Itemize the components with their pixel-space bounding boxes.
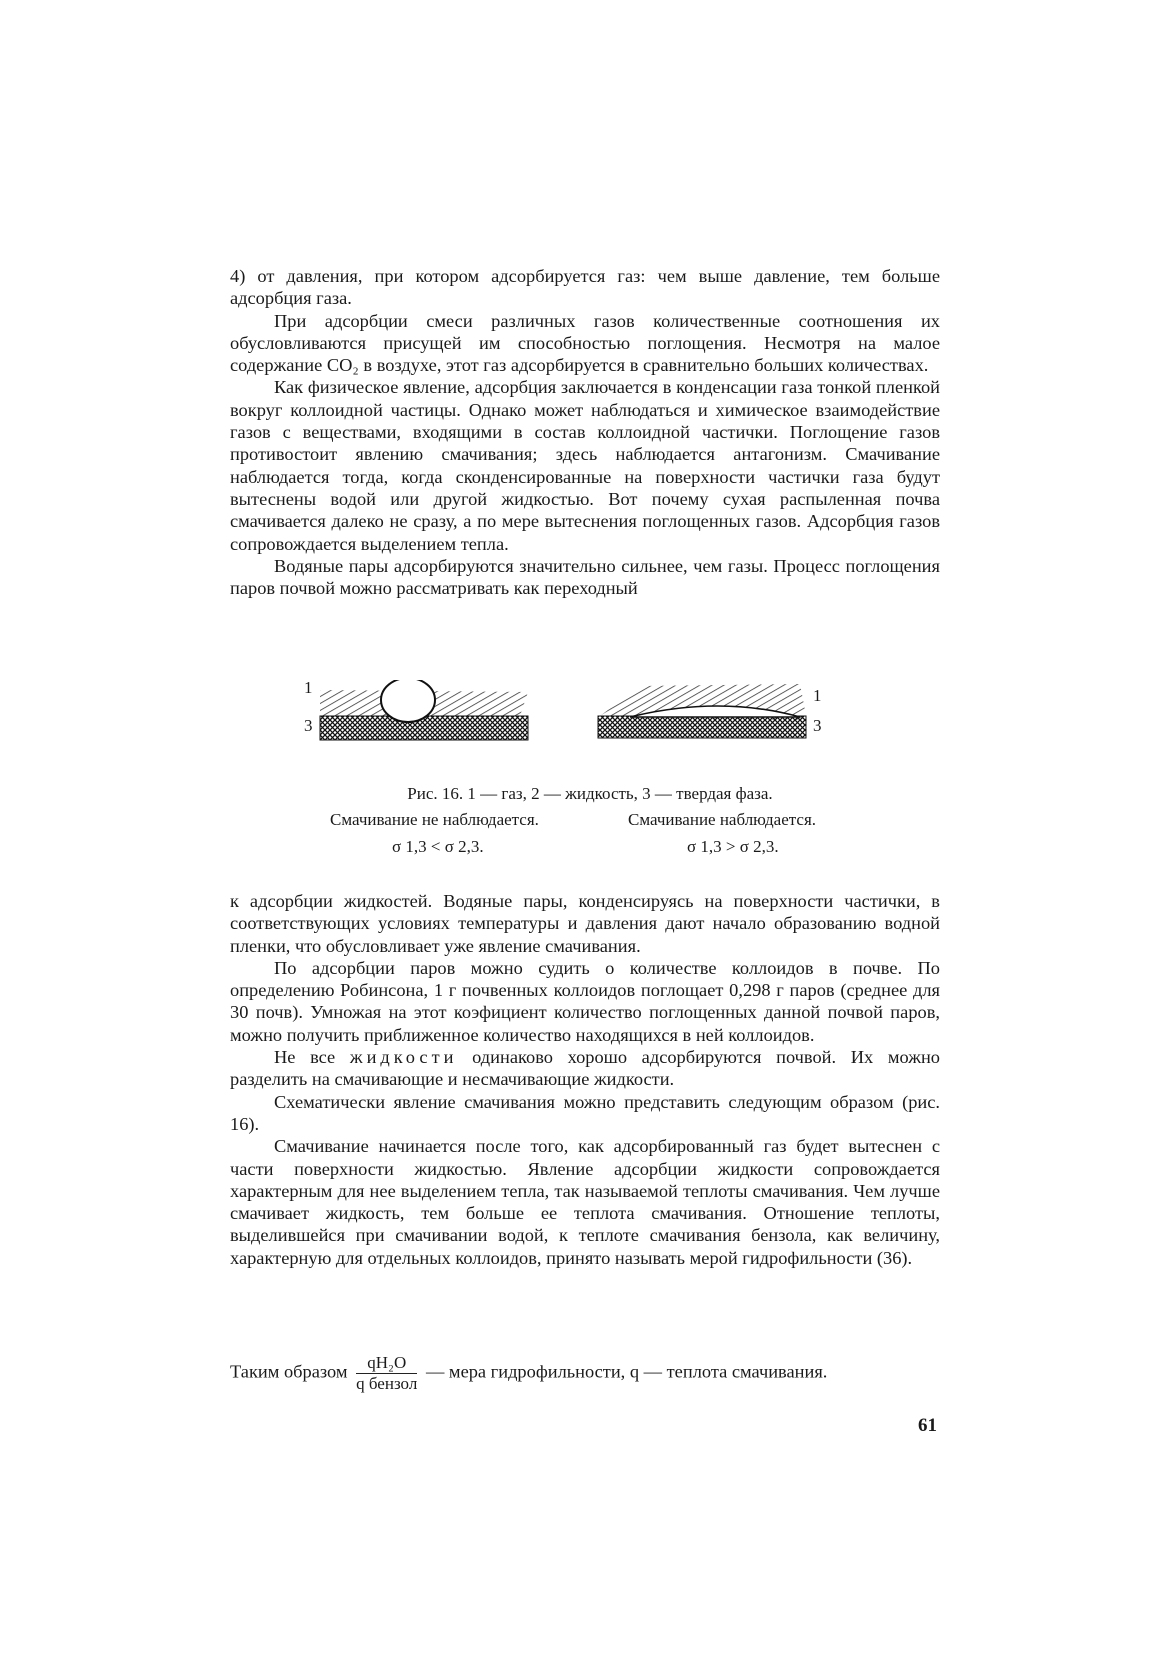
right-caption: Смачивание наблюдается. [628,810,817,829]
right-label-gas: 1 [813,686,822,705]
fraction-denominator: q бензол [356,1374,418,1393]
left-sigma-relation: σ 1,3 < σ 2,3. [392,837,484,856]
paragraph-pressure: 4) от давления, при котором адсорбируется газ: чем выше давление, тем больше адсорбция газа. [230,266,940,309]
right-label-solid: 3 [813,716,822,735]
page-number: 61 [918,1415,937,1436]
left-caption: Смачивание не наблюдается. [330,810,539,829]
paragraph-liquids [230,1046,940,1091]
wetting-diagram-svg [300,680,880,780]
formula-prefix: Таким образом [230,1361,348,1382]
hydrophilicity-fraction [356,1353,417,1394]
left-label-solid: 3 [304,716,313,735]
left-solid-phase [320,716,528,740]
paragraph-gas-mixture: При адсорбции смеси различных газов количественные соотношения их обусловливаются присущей им способностью поглощения. Несмотря на малое содержание CO₂ в воздухе, этот газ адсорбируется в сравнительно больших количествах. [230,310,940,376]
left-label-gas: 1 [304,678,313,697]
paragraph-physical-phenomenon: Как физическое явление, адсорбция заключается в конденсации газа тонкой пленкой вокруг коллоидной частицы. Однако может наблюдаться и химическое взаимодействие газов с веществами, входящими в состав коллоидной частички. Поглощение газов противостоит явлению смачивания; здесь наблюдается антагонизм. Смачивание наблюдается тогда, когда сконденсированные на поверхности частички газа будут вытеснены водой или другой жидкостью. Вот почему сухая распыленная почва смачивается далеко не сразу, а по мере вытеснения поглощенных газов. Адсорбция газов сопровождается выделением тепла. [230,377,940,554]
figure-caption: Рис. 16. 1 — газ, 2 — жидкость, 3 — твердая фаза. [407,784,773,803]
paragraph-liquid-adsorption: к адсорбции жидкостей. Водяные пары, конденсируясь на поверхности частички, в соответствующих условиях температуры и давления дают начало образованию водной пленки, что обусловливает уже явление смачивания. [230,891,940,956]
right-solid-phase [598,716,806,738]
left-liquid-drop [381,680,435,722]
formula-suffix: — мера гидрофильности, q — теплота смачивания. [425,1361,828,1382]
figure-16-wetting-diagram [300,680,880,780]
right-sigma-relation: σ 1,3 > σ 2,3. [687,837,779,856]
paragraph-schematic: Схематически явление смачивания можно представить следующим образом (рис. 16). [230,1091,940,1134]
top-text-block [230,265,940,599]
bottom-text-block [230,890,940,1269]
paragraph-water-vapor: Водяные пары адсорбируются значительно сильнее, чем газы. Процесс поглощения паров почвой можно рассматривать как переходный [230,555,940,599]
paragraph-heat-of-wetting: Смачивание начинается после того, как адсорбированный газ будет вытеснен с части поверхности жидкостью. Явление адсорбции жидкости сопровождается характерным для нее выделением тепла, так называемой теплоты смачивания. Чем лучше смачивает жидкость, тем больше ее теплота смачивания. Отношение теплоты, выделившейся при смачивании водой, к теплоте смачивания бензола, как величину, характерную для отдельных коллоидов, принято называть мерой гидрофильности (36). [230,1136,940,1268]
paragraph-liquids-start: Не все [274,1047,336,1068]
paragraph-robinson: По адсорбции паров можно судить о количестве коллоидов в почве. По определению Робинсона, 1 г почвенных коллоидов поглощает 0,298 г паров (среднее для 30 почв). Умножая на этот коэфициент количество поглощенных данной почвой паров, можно получить приближенное количество находящихся в ней коллоидов. [230,957,940,1045]
paragraph-liquids-end: одинаково хорошо адсорбируются почвой. Их можно разделить на смачивающие и несмачивающие жидкости. [230,1047,941,1090]
paragraph-liquids-spaced-word: жидкости [349,1047,458,1068]
hydrophilicity-formula-line [230,1353,950,1394]
fraction-numerator: qH₂O [356,1353,417,1374]
